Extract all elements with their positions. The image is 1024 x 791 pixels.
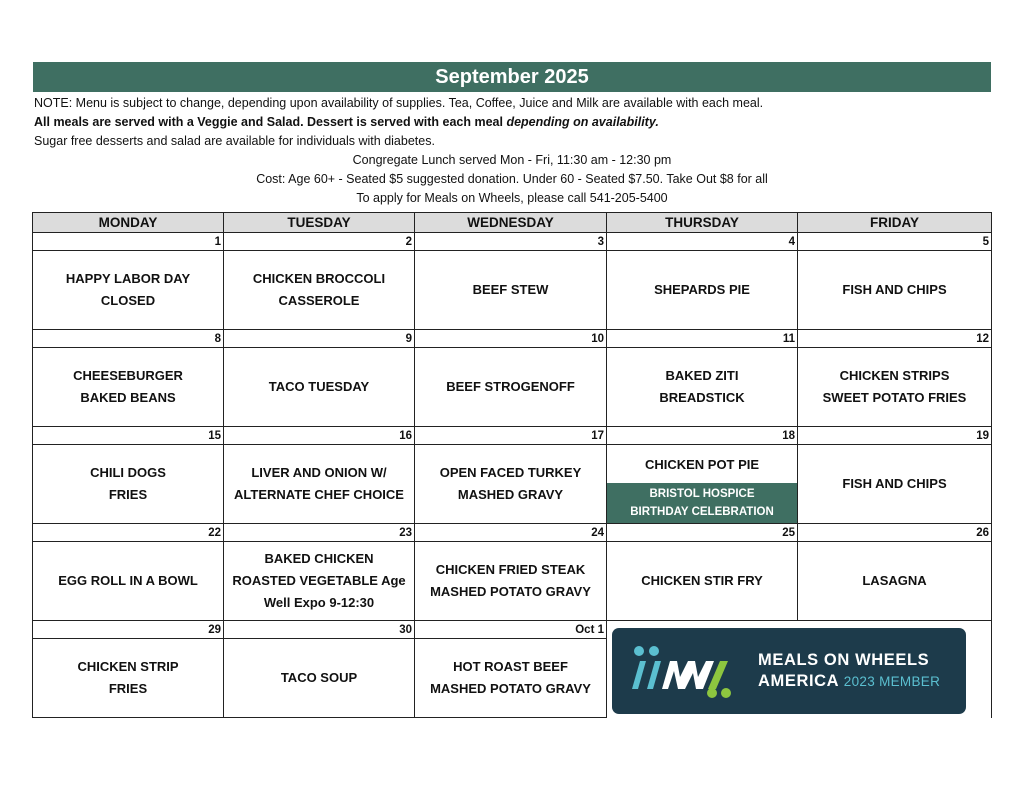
logo-line-2-america: AMERICA — [758, 672, 839, 691]
note-line-6: To apply for Meals on Wheels, please call 541-205-5400 — [356, 191, 668, 205]
meal-line: LIVER AND ONION W/ — [251, 465, 387, 480]
meal-cell — [224, 445, 415, 524]
date-row — [33, 233, 992, 251]
note-line-3: Sugar free desserts and salad are available for individuals with diabetes. — [34, 134, 435, 148]
meal-line: BREADSTICK — [659, 390, 745, 405]
date-cell: 18 — [607, 427, 798, 445]
day-header-tuesday: TUESDAY — [224, 213, 415, 233]
meal-line: CHICKEN STIR FRY — [641, 573, 763, 588]
meal-line: SHEPARDS PIE — [654, 282, 750, 297]
meal-cell-with-event — [607, 445, 798, 524]
meal-cell — [33, 348, 224, 427]
date-row — [33, 524, 992, 542]
meal-cell — [607, 348, 798, 427]
meal-cell — [798, 445, 992, 524]
meal-line: LASAGNA — [862, 573, 927, 588]
date-cell: 22 — [33, 524, 224, 542]
mow-mark-icon — [630, 643, 748, 699]
logo-cell — [607, 621, 992, 718]
meal-line: FRIES — [108, 487, 148, 502]
logo-line-2 — [758, 671, 940, 692]
event-banner — [607, 483, 797, 523]
logo-text — [758, 650, 940, 692]
meal-row — [33, 251, 992, 330]
meal-cell — [33, 639, 224, 718]
meal-line: MASHED POTATO GRAVY — [430, 681, 591, 696]
meal-line: MASHED POTATO GRAVY — [430, 584, 591, 599]
meal-cell — [415, 348, 607, 427]
meal-cell — [798, 542, 992, 621]
meal-row — [33, 542, 992, 621]
meal-line: CASSEROLE — [278, 293, 360, 308]
meal-line: SWEET POTATO FRIES — [822, 390, 967, 405]
meal-line: CHICKEN POT PIE — [644, 456, 760, 472]
date-cell: 8 — [33, 330, 224, 348]
meal-line: ROASTED VEGETABLE Age — [232, 573, 406, 588]
meal-line: TACO TUESDAY — [268, 379, 370, 394]
meal-line: FISH AND CHIPS — [842, 282, 947, 297]
meal-cell — [224, 639, 415, 718]
meal-cell — [33, 542, 224, 621]
meal-cell — [415, 445, 607, 524]
date-cell: 1 — [33, 233, 224, 251]
date-cell: 15 — [33, 427, 224, 445]
meal-line: CHICKEN BROCCOLI — [252, 271, 386, 286]
meal-line: HOT ROAST BEEF — [453, 659, 568, 674]
meal-cell — [798, 251, 992, 330]
meal-line: BEEF STROGENOFF — [446, 379, 575, 394]
meal-line: BAKED CHICKEN — [264, 551, 374, 566]
meals-on-wheels-logo — [612, 628, 966, 714]
date-cell: 5 — [798, 233, 992, 251]
date-cell: 23 — [224, 524, 415, 542]
note-line-2-italic: depending on availability. — [506, 115, 659, 129]
date-row — [33, 621, 992, 639]
meal-cell — [415, 542, 607, 621]
meal-cell — [33, 251, 224, 330]
meal-line: EGG ROLL IN A BOWL — [58, 573, 198, 588]
meal-cell — [224, 348, 415, 427]
date-row — [33, 330, 992, 348]
meal-line: OPEN FACED TURKEY — [439, 465, 582, 480]
meal-line: CHICKEN STRIPS — [839, 368, 950, 383]
menu-calendar — [32, 212, 992, 718]
meal-cell — [33, 445, 224, 524]
note-line-4: Congregate Lunch served Mon - Fri, 11:30 am - 12:30 pm — [352, 153, 672, 167]
meal-line: HAPPY LABOR DAY — [65, 271, 191, 286]
note-line-2 — [34, 113, 990, 132]
day-header-monday: MONDAY — [33, 213, 224, 233]
meal-line: FISH AND CHIPS — [842, 476, 947, 491]
date-cell: 29 — [33, 621, 224, 639]
meal-line: FRIES — [108, 681, 148, 696]
date-cell: 30 — [224, 621, 415, 639]
day-header-wednesday: WEDNESDAY — [415, 213, 607, 233]
meal-line: BEEF STEW — [472, 282, 549, 297]
meal-line: MASHED GRAVY — [457, 487, 564, 502]
meal-cell — [607, 542, 798, 621]
event-line: BRISTOL HOSPICE — [649, 488, 755, 500]
date-cell: Oct 1 — [415, 621, 607, 639]
date-cell: 17 — [415, 427, 607, 445]
event-line: BIRTHDAY CELEBRATION — [630, 506, 774, 518]
date-cell: 11 — [607, 330, 798, 348]
logo-line-1: MEALS ON WHEELS — [758, 651, 930, 670]
date-cell: 24 — [415, 524, 607, 542]
page-title: September 2025 — [33, 62, 991, 92]
meal-cell — [415, 251, 607, 330]
note-line-2-bold: All meals are served with a Veggie and Salad. Dessert is served with each meal — [34, 115, 507, 129]
meal-row — [33, 348, 992, 427]
date-cell: 2 — [224, 233, 415, 251]
meal-cell — [798, 348, 992, 427]
day-header-friday: FRIDAY — [798, 213, 992, 233]
date-cell: 4 — [607, 233, 798, 251]
day-header-row — [33, 213, 992, 233]
meal-line: BAKED BEANS — [80, 390, 176, 405]
meal-line: ALTERNATE CHEF CHOICE — [234, 487, 404, 502]
date-cell: 12 — [798, 330, 992, 348]
date-cell: 10 — [415, 330, 607, 348]
day-header-thursday: THURSDAY — [607, 213, 798, 233]
meal-cell — [224, 251, 415, 330]
meal-line: CHEESEBURGER — [73, 368, 183, 383]
meal-line: BAKED ZITI — [665, 368, 739, 383]
notes — [34, 94, 990, 208]
note-line-1: NOTE: Menu is subject to change, depending upon availability of supplies. Tea, Coffee, Juice and Milk are available with each meal. — [34, 96, 764, 110]
meal-line: CHILI DOGS — [90, 465, 166, 480]
meal-line: CHICKEN STRIP — [77, 659, 179, 674]
date-cell: 26 — [798, 524, 992, 542]
meal-cell — [224, 542, 415, 621]
note-line-5: Cost: Age 60+ - Seated $5 suggested donation. Under 60 - Seated $7.50. Take Out $8 for all — [256, 172, 768, 186]
logo-line-2-member: 2023 MEMBER — [843, 674, 941, 690]
date-cell: 25 — [607, 524, 798, 542]
meal-cell — [607, 251, 798, 330]
date-cell: 16 — [224, 427, 415, 445]
date-cell: 9 — [224, 330, 415, 348]
meal-line: TACO SOUP — [280, 670, 358, 685]
meal-cell — [415, 639, 607, 718]
meal-row — [33, 445, 992, 524]
meal-line: CLOSED — [100, 293, 156, 308]
meal-line: CHICKEN FRIED STEAK — [435, 562, 586, 577]
date-cell: 19 — [798, 427, 992, 445]
date-cell: 3 — [415, 233, 607, 251]
meal-line: Well Expo 9-12:30 — [263, 595, 375, 610]
date-row — [33, 427, 992, 445]
